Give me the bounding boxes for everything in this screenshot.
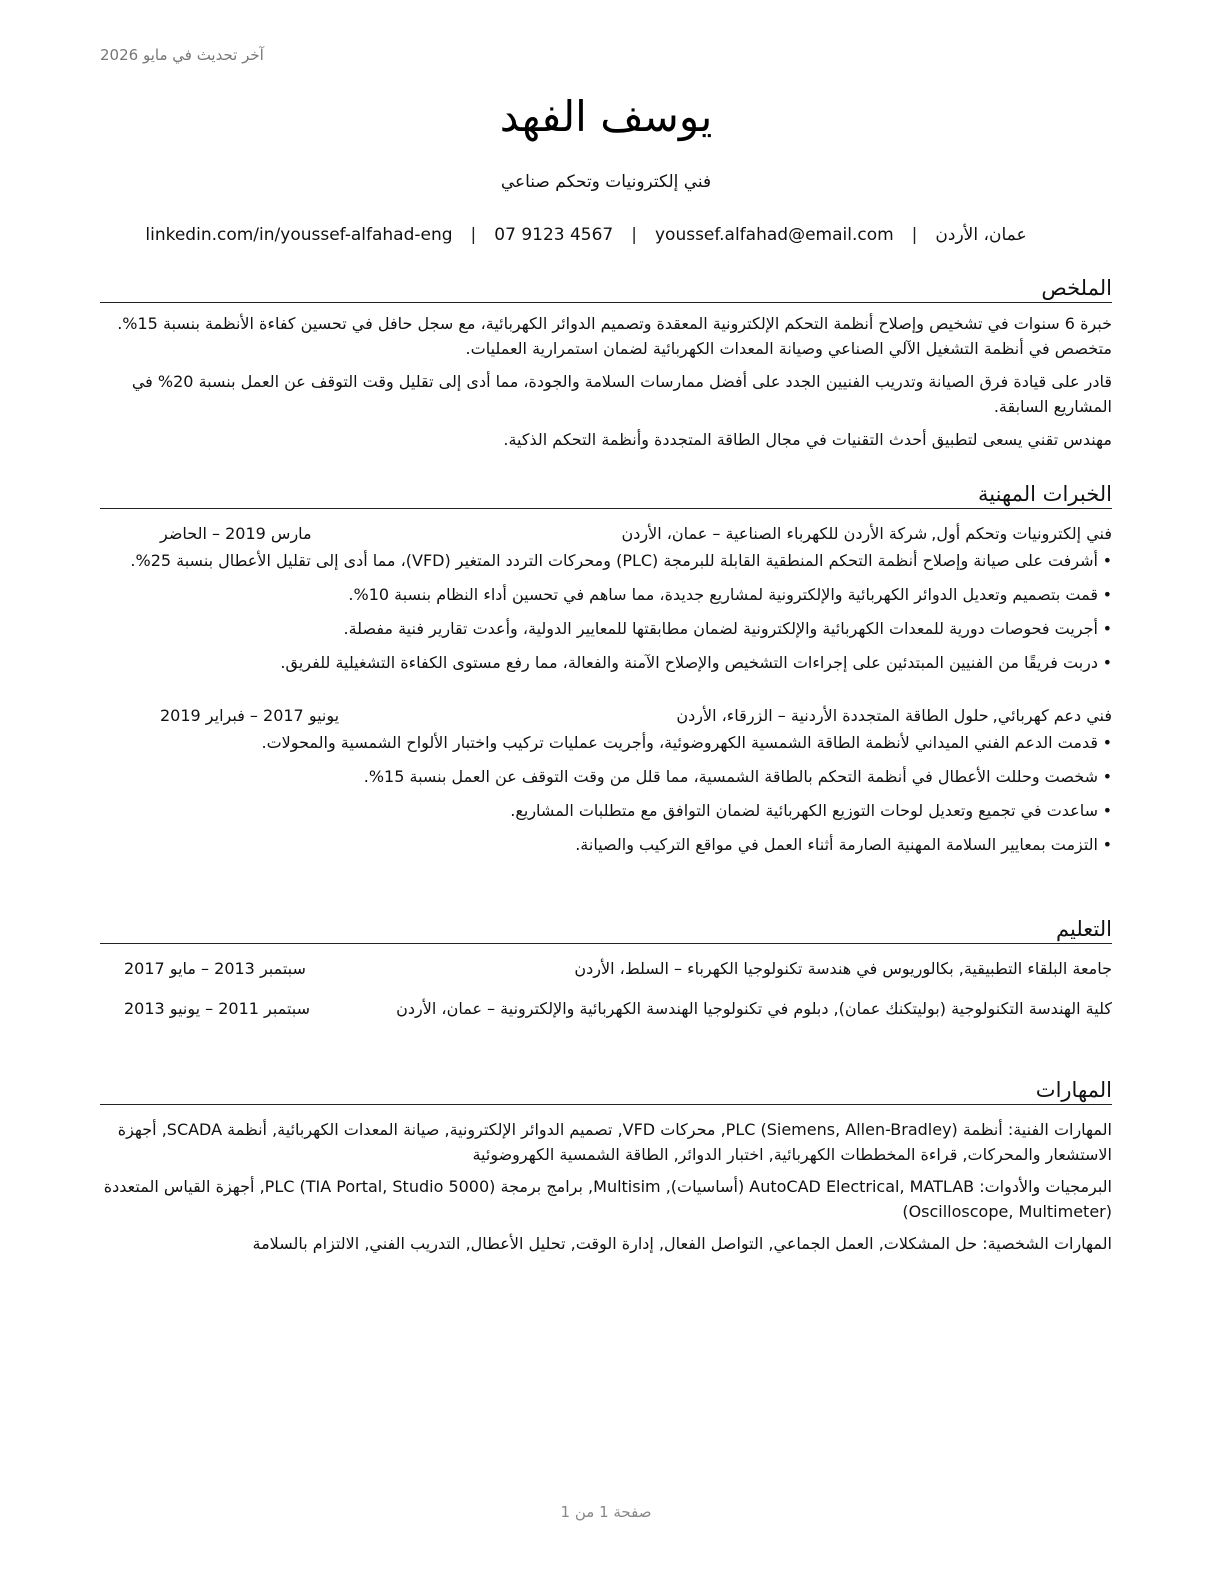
job-dates: يونيو 2017 – فبراير 2019 [160, 706, 340, 725]
education-heading: التعليم [100, 917, 1112, 944]
job-bullet: • قدمت الدعم الفني الميداني لأنظمة الطاقة الشمسية الكهروضوئية، وأجريت عمليات تركيب واختبار الألواح الشمسية والمحولات. [100, 730, 1112, 755]
job-bullet: • التزمت بمعايير السلامة المهنية الصارمة أثناء العمل في مواقع التركيب والصيانة. [100, 832, 1112, 857]
job-bullet: • أجريت فحوصات دورية للمعدات الكهربائية والإلكترونية لضمان مطابقتها للمعايير الدولية، وأعدت تقارير فنية مفصلة. [100, 616, 1112, 641]
education-entry [100, 996, 1112, 1021]
contact-separator: | [470, 225, 477, 245]
contact-phone[interactable]: 07 9123 4567 [494, 225, 614, 245]
summary-paragraph: قادر على قيادة فرق الصيانة وتدريب الفنيين الجدد على أفضل ممارسات السلامة والجودة، مما أدى إلى تقليل وقت التوقف عن العمل بنسبة 20% في المشاريع السابقة. [131, 372, 1112, 416]
resume-page [100, 0, 1112, 1584]
page-number: صفحة 1 من 1 [560, 1503, 652, 1521]
skills-technical: المهارات الفنية: أنظمة PLC (Siemens, Allen-Bradley), محركات VFD, تصميم الدوائر الإلكترونية, صيانة المعدات الكهربائية, أنظمة SCADA, أجهزة الاستشعار والمحركات, قراءة المخططات الكهربائية, اختبار الدوائر, الطاقة الشمسية الكهروضوئية [117, 1120, 1112, 1164]
job-bullets [100, 548, 1112, 675]
job-bullet: • قمت بتصميم وتعديل الدوائر الكهربائية والإلكترونية لمشاريع جديدة، مما ساهم في تحسين أداء النظام بنسبة 10%. [100, 582, 1112, 607]
job-entry [100, 521, 1112, 675]
education-dates: سبتمبر 2011 – يونيو 2013 [124, 999, 311, 1018]
job-bullet: • ساعدت في تجميع وتعديل لوحات التوزيع الكهربائية لضمان التوافق مع متطلبات المشاريع. [100, 798, 1112, 823]
job-title: فني إلكترونيات وتحكم صناعي [500, 172, 712, 192]
contact-separator: | [631, 225, 637, 245]
education-line: جامعة البلقاء التطبيقية, بكالوريوس في هندسة تكنولوجيا الكهرباء – السلط، الأردن [574, 959, 1112, 978]
skills-personal: المهارات الشخصية: حل المشكلات, العمل الجماعي, التواصل الفعال, إدارة الوقت, تحليل الأعطال, التدريب الفني, الالتزام بالسلامة [252, 1234, 1112, 1253]
last-updated: آخر تحديث في مايو 2026 [100, 46, 264, 64]
summary-paragraph: خبرة 6 سنوات في تشخيص وإصلاح أنظمة التحكم الإلكترونية المعقدة وتصميم الدوائر الكهربائية، مع سجل حافل في تحسين كفاءة الأنظمة بنسبة 15%. متخصص في أنظمة التشغيل الآلي الصناعي وصيانة المعدات الكهربائية لضمان استمرارية العمليات. [117, 314, 1112, 358]
contact-separator: | [911, 225, 918, 245]
job-role: فني إلكترونيات وتحكم أول, [931, 524, 1112, 543]
job-bullet: • دربت فريقًا من الفنيين المبتدئين على إجراءات التشخيص والإصلاح الآمنة والفعالة، مما رفع مستوى الكفاءة التشغيلية للفريق. [100, 650, 1112, 675]
job-header [100, 703, 1112, 728]
job-bullet: • أشرفت على صيانة وإصلاح أنظمة التحكم المنطقية القابلة للبرمجة (PLC) ومحركات التردد المتغير (VFD)، مما أدى إلى تقليل الأعطال بنسبة 25%. [100, 548, 1112, 573]
job-bullet: • شخصت وحللت الأعطال في أنظمة التحكم بالطاقة الشمسية، مما قلل من وقت التوقف عن العمل بنسبة 15%. [100, 764, 1112, 789]
contact-linkedin[interactable]: linkedin.com/in/youssef-alfahad-eng [145, 225, 453, 245]
education-entry [100, 956, 1112, 981]
skills-software: البرمجيات والأدوات: AutoCAD Electrical, MATLAB (أساسيات), Multisim, برامج برمجة PLC (TIA Portal, Studio 5000), أجهزة القياس المتعددة (Oscilloscope, Multimeter) [103, 1177, 1112, 1221]
job-bullets [100, 730, 1112, 857]
contact-email[interactable]: youssef.alfahad@email.com [654, 225, 894, 245]
experience-heading: الخبرات المهنية [100, 482, 1112, 509]
summary-section [100, 276, 1112, 460]
job-entry [100, 703, 1112, 857]
education-line: كلية الهندسة التكنولوجية (بوليتكنك عمان), دبلوم في تكنولوجيا الهندسة الكهربائية والإلكترونية – عمان، الأردن [396, 999, 1112, 1018]
job-role: فني دعم كهربائي, [992, 706, 1112, 725]
experience-section [100, 482, 1112, 866]
contact-location: عمان، الأردن [935, 225, 1027, 245]
job-dates: مارس 2019 – الحاضر [160, 524, 312, 543]
job-organization: حلول الطاقة المتجددة الأردنية – الزرقاء، الأردن [676, 706, 989, 725]
contact-line [100, 225, 1112, 245]
education-section [100, 917, 1112, 1021]
education-dates: سبتمبر 2013 – مايو 2017 [124, 959, 306, 978]
skills-section [100, 1078, 1112, 1263]
skills-heading: المهارات [100, 1078, 1112, 1105]
job-header [100, 521, 1112, 546]
summary-heading: الملخص [100, 276, 1112, 303]
job-organization: شركة الأردن للكهرباء الصناعية – عمان، الأردن [621, 524, 928, 543]
summary-paragraph: مهندس تقني يسعى لتطبيق أحدث التقنيات في مجال الطاقة المتجددة وأنظمة التحكم الذكية. [503, 430, 1112, 449]
candidate-name: يوسف الفهد [499, 92, 713, 141]
